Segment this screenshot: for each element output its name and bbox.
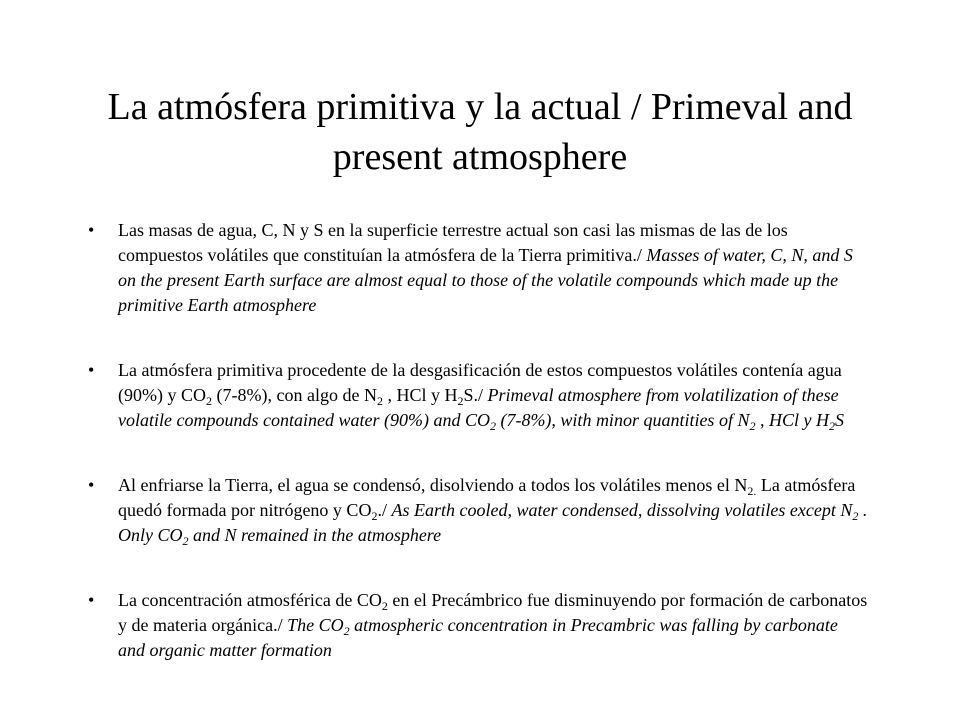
subscript: 2 (828, 419, 835, 433)
subscript: 2 (206, 394, 212, 408)
bullet-text-es: La atmósfera primitiva procedente de la desgasificación de estos compuestos volátiles contenía agua (90%) y $CO_2$ (7-8%), con algo de $N_2$ , HCl y $H_2S./$ (118, 360, 842, 408)
subscript: 2. (747, 484, 757, 498)
bullet-text-en: Masses of water, C, N, and S on the present Earth surface are almost equal to those of the volatile compounds which made up the primitive Earth atmosphere (118, 245, 853, 315)
bullet-item (88, 588, 868, 663)
bullet-text-en: As Earth cooled, water condensed, dissolving volatiles except $N_2$ . Only $CO_2$ and N remained in the atmosphere (118, 500, 868, 548)
slide-title (100, 82, 860, 182)
bullet-dot: • (88, 590, 95, 610)
subscript: 2 (489, 419, 496, 433)
bullet-text-en: The $CO_2$ atmospheric concentration in Precambric was falling by carbonate and organic matter formation (118, 615, 838, 660)
bullet-dot: • (88, 360, 95, 380)
bullet-item (88, 358, 868, 433)
subscript: 2 (457, 394, 464, 408)
bullet-dot: • (88, 475, 95, 495)
bullet-dot: • (88, 220, 95, 240)
subscript: 2 (371, 509, 378, 523)
title-line-2: present atmosphere (332, 136, 628, 178)
bullet-item (88, 473, 868, 548)
bullet-text-es: Las masas de agua, C, N y S en la superficie terrestre actual son casi las mismas de las de los compuestos volátiles que constituían la atmósfera de la Tierra primitiva./ (118, 220, 788, 265)
bullet-text-en: Primeval atmosphere from volatilization of these volatile compounds contained water (90%) and $CO_2$ (7-8%), with minor quantities of $N_2$ , HCl y $H_2S$ (118, 385, 844, 433)
bullet-text-es: Al enfriarse la Tierra, el agua se condensó, disolviendo a todos los volátiles menos el $N_{2.}$ La atmósfera quedó formada por nitrógeno y $CO_2./$ (118, 475, 856, 523)
subscript: 2 (381, 599, 388, 613)
bullet-list (88, 218, 868, 703)
bullet-text-es: La concentración atmosférica de $CO_2$ en el Precámbrico fue disminuyendo por formación de carbonatos y de materia orgánica./ (118, 590, 868, 635)
subscript: 2 (343, 624, 350, 638)
subscript: 2 (749, 419, 756, 433)
title-line-1: La atmósfera primitiva y la actual / Primeval and (107, 86, 853, 128)
subscript: 2 (182, 534, 189, 548)
bullet-item (88, 218, 868, 318)
subscript: 2 (376, 394, 383, 408)
subscript: 2 (852, 509, 859, 523)
